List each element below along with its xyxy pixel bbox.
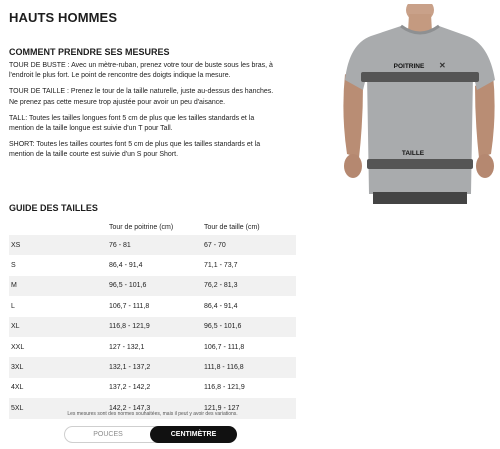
chest-cell: 137,2 - 142,2 bbox=[109, 384, 151, 392]
waist-cell: 86,4 - 91,4 bbox=[204, 302, 238, 310]
column-header-size bbox=[9, 220, 109, 235]
size-cell: S bbox=[11, 262, 16, 270]
waist-cell: 111,8 - 116,8 bbox=[204, 357, 296, 377]
instruction-short bbox=[9, 140, 277, 160]
instruction-text: Avec un mètre-ruban, prenez votre tour de buste sous les bras, à l'endroit le plus fort. Le point de rencontre des doigts indique la mesure. bbox=[9, 62, 273, 80]
chest-cell: 76 - 81 bbox=[109, 235, 204, 255]
table-row bbox=[9, 378, 296, 398]
size-cell: XS bbox=[9, 235, 109, 255]
waist-cell: 71,1 - 73,7 bbox=[204, 262, 238, 270]
waist-band-label: TAILLE bbox=[401, 150, 425, 157]
chest-cell: 116,8 - 121,9 bbox=[109, 317, 204, 337]
chest-band bbox=[361, 72, 479, 82]
table-row bbox=[9, 337, 296, 357]
size-cell: 5XL bbox=[9, 398, 109, 418]
table-row bbox=[9, 255, 296, 275]
table-row bbox=[9, 276, 296, 296]
brand-logo-icon: ✕ bbox=[439, 61, 446, 70]
table-row bbox=[9, 296, 296, 316]
model-right-hand bbox=[476, 154, 494, 178]
chest-cell: 132,1 - 137,2 bbox=[109, 357, 204, 377]
waist-cell: 96,5 - 101,6 bbox=[204, 317, 296, 337]
size-cell: M bbox=[9, 276, 109, 296]
size-cell: L bbox=[11, 302, 15, 310]
chest-cell: 142,2 - 147,3 bbox=[109, 398, 204, 418]
instruction-text: Prenez le tour de la taille naturelle, juste au-dessus des hanches. Ne prenez pas cette mesure trop ajustée pour avoir un peu d'aisance. bbox=[9, 88, 274, 106]
instruction-waist bbox=[9, 87, 277, 107]
unit-toggle bbox=[64, 426, 237, 443]
chest-cell: 106,7 - 111,8 bbox=[109, 302, 150, 310]
measure-heading: COMMENT PRENDRE SES MESURES bbox=[9, 47, 170, 57]
instruction-label: TOUR DE TAILLE : bbox=[9, 88, 69, 96]
size-cell: XXL bbox=[11, 343, 25, 351]
waist-cell: 116,8 - 121,9 bbox=[204, 384, 245, 392]
table-row bbox=[9, 317, 296, 337]
table-row bbox=[9, 235, 296, 255]
unit-centimeter-button[interactable]: CENTIMÈTRE bbox=[150, 426, 237, 443]
waist-band bbox=[367, 159, 473, 169]
waist-cell: 67 - 70 bbox=[204, 235, 296, 255]
size-cell: 4XL bbox=[11, 384, 24, 392]
instruction-label: TALL: bbox=[9, 114, 28, 122]
chest-band-label: POITRINE bbox=[393, 63, 425, 70]
column-header-chest: Tour de poitrine (cm) bbox=[109, 224, 174, 231]
model-photo bbox=[339, 4, 499, 204]
model-neck bbox=[408, 14, 432, 32]
chest-cell: 127 - 132,1 bbox=[109, 343, 145, 351]
size-table bbox=[9, 220, 296, 419]
size-cell: XL bbox=[9, 317, 109, 337]
chest-cell: 96,5 - 101,6 bbox=[109, 276, 204, 296]
waist-cell: 106,7 - 111,8 bbox=[204, 343, 245, 351]
instruction-chest bbox=[9, 61, 277, 81]
size-cell: 3XL bbox=[9, 357, 109, 377]
size-disclaimer: Les mesures sont des normes souhaitées, mais il peut y avoir des variations. bbox=[67, 411, 238, 417]
column-header-waist: Tour de taille (cm) bbox=[204, 224, 260, 231]
table-header-row bbox=[9, 220, 296, 235]
instruction-label: SHORT: bbox=[9, 141, 35, 149]
size-guide-heading: GUIDE DES TAILLES bbox=[9, 203, 98, 213]
waist-cell: 121,9 - 127 bbox=[204, 398, 296, 418]
model-pants bbox=[373, 192, 467, 204]
instruction-text: Toutes les tailles courtes font 5 cm de plus que les tailles standards et la mention de la taille courte est suivie d'un S pour Short. bbox=[9, 141, 261, 159]
measure-instructions bbox=[9, 61, 277, 167]
waist-cell: 76,2 - 81,3 bbox=[204, 276, 296, 296]
chest-cell: 86,4 - 91,4 bbox=[109, 262, 143, 270]
instruction-text: Toutes les tailles longues font 5 cm de plus que les tailles standards et la mention de la taille longue est suivie d'un T pour Tall. bbox=[9, 114, 255, 133]
model-left-hand bbox=[344, 154, 362, 178]
instruction-label: TOUR DE BUSTE : bbox=[9, 62, 70, 69]
page-title: HAUTS HOMMES bbox=[9, 10, 118, 25]
instruction-tall bbox=[9, 114, 277, 134]
unit-inches-button[interactable]: POUCES bbox=[93, 431, 123, 438]
table-row bbox=[9, 357, 296, 377]
